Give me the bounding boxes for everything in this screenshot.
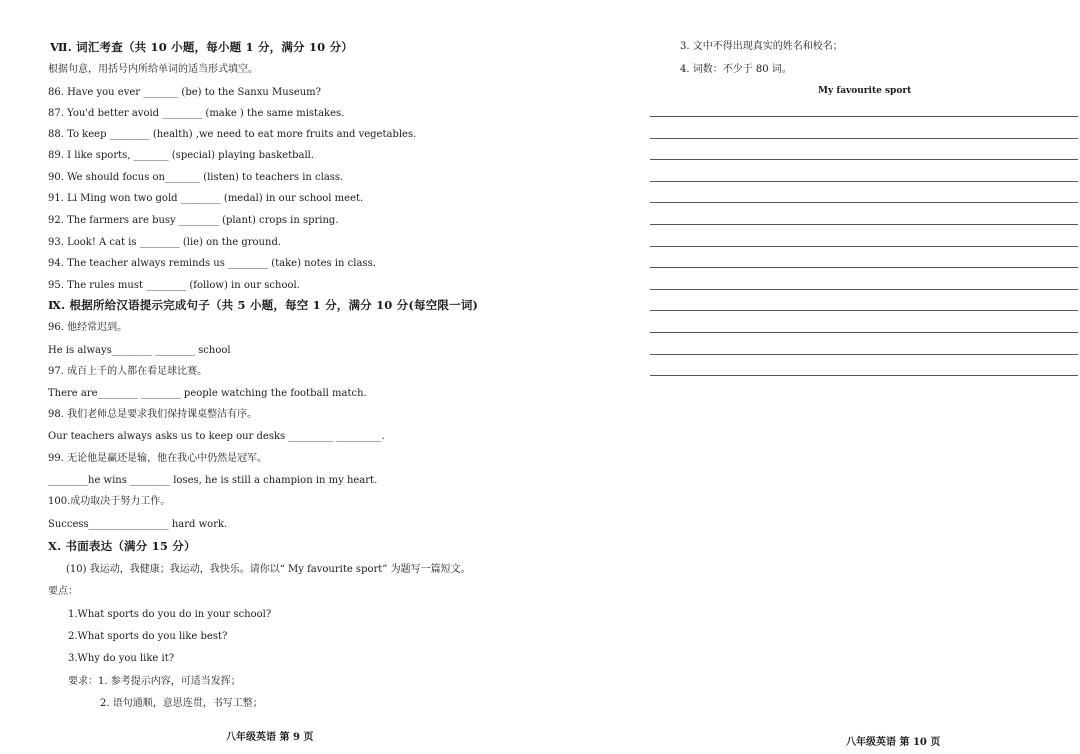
question-99-english: ________he wins ________ loses, he is still a champion in my heart. <box>48 475 378 486</box>
question-100-english: Success________________ hard work. <box>48 519 228 530</box>
answer-line <box>650 181 1078 182</box>
question-96-chinese: 96. 他经常迟到。 <box>48 322 128 333</box>
question-98-chinese: 98. 我们老师总是要求我们保持课桌整洁有序。 <box>48 409 258 420</box>
answer-line <box>650 332 1078 333</box>
answer-line <box>650 138 1078 139</box>
question-87: 87. You'd better avoid ________ (make ) the same mistakes. <box>48 108 345 119</box>
section-ix-heading: Ⅸ. 根据所给汉语提示完成句子（共 5 小题，每空 1 分，满分 10 分(每空限一词) <box>48 298 479 312</box>
answer-line <box>650 267 1078 268</box>
section-vii-heading: Ⅶ. 词汇考查（共 10 小题，每小题 1 分，满分 10 分） <box>50 40 353 54</box>
writing-prompt: (10) 我运动，我健康；我运动，我快乐。请你以“ My favourite sport” 为题写一篇短文。 <box>66 564 471 575</box>
question-88: 88. To keep ________ (health) ,we need to eat more fruits and vegetables. <box>48 129 417 140</box>
requirement-1: 要求：1. 参考提示内容，可适当发挥； <box>68 676 241 687</box>
answer-line <box>650 202 1078 203</box>
answer-line <box>650 224 1078 225</box>
answer-line <box>650 116 1078 117</box>
requirement-3: 3. 文中不得出现真实的姓名和校名； <box>680 41 843 52</box>
requirement-4: 4. 词数：不少于 80 词。 <box>680 64 792 75</box>
section-vii-instruction: 根据句意，用括号内所给单词的适当形式填空。 <box>48 64 258 75</box>
question-97-chinese: 97. 成百上千的人都在看足球比赛。 <box>48 366 208 377</box>
requirement-2: 2. 语句通顺，意思连贯，书写工整； <box>100 698 263 709</box>
essay-title: My favourite sport <box>818 86 912 96</box>
exam-page-right <box>540 0 1080 754</box>
question-99-chinese: 99. 无论他是赢还是输，他在我心中仍然是冠军。 <box>48 453 268 464</box>
answer-line <box>650 159 1078 160</box>
question-92: 92. The farmers are busy ________ (plant) crops in spring. <box>48 215 339 226</box>
question-100-chinese: 100.成功取决于努力工作。 <box>48 496 171 507</box>
answer-line <box>650 289 1078 290</box>
question-94: 94. The teacher always reminds us ________ (take) notes in class. <box>48 258 376 269</box>
question-97-english: There are________ ________ people watching the football match. <box>48 388 367 399</box>
answer-line <box>650 375 1078 376</box>
section-x-heading: Ⅹ. 书面表达（满分 15 分） <box>48 539 196 553</box>
question-93: 93. Look! A cat is ________ (lie) on the ground. <box>48 237 282 248</box>
question-96-english: He is always________ ________ school <box>48 345 231 356</box>
answer-line <box>650 310 1078 311</box>
point-3: 3.Why do you like it? <box>68 653 175 664</box>
question-98-english: Our teachers always asks us to keep our desks _________ _________. <box>48 431 385 442</box>
question-90: 90. We should focus on_______ (listen) to teachers in class. <box>48 172 344 183</box>
point-1: 1.What sports do you do in your school? <box>68 609 272 620</box>
question-89: 89. I like sports, _______ (special) playing basketball. <box>48 150 315 161</box>
question-91: 91. Li Ming won two gold ________ (medal) in our school meet. <box>48 193 364 204</box>
points-label: 要点： <box>48 586 78 597</box>
question-95: 95. The rules must ________ (follow) in our school. <box>48 280 300 291</box>
answer-line <box>650 354 1078 355</box>
page-footer-9: 八年级英语 第 9 页 <box>226 732 314 743</box>
question-86: 86. Have you ever _______ (be) to the Sanxu Museum? <box>48 87 322 98</box>
page-footer-10: 八年级英语 第 10 页 <box>846 737 941 748</box>
point-2: 2.What sports do you like best? <box>68 631 228 642</box>
answer-line <box>650 246 1078 247</box>
